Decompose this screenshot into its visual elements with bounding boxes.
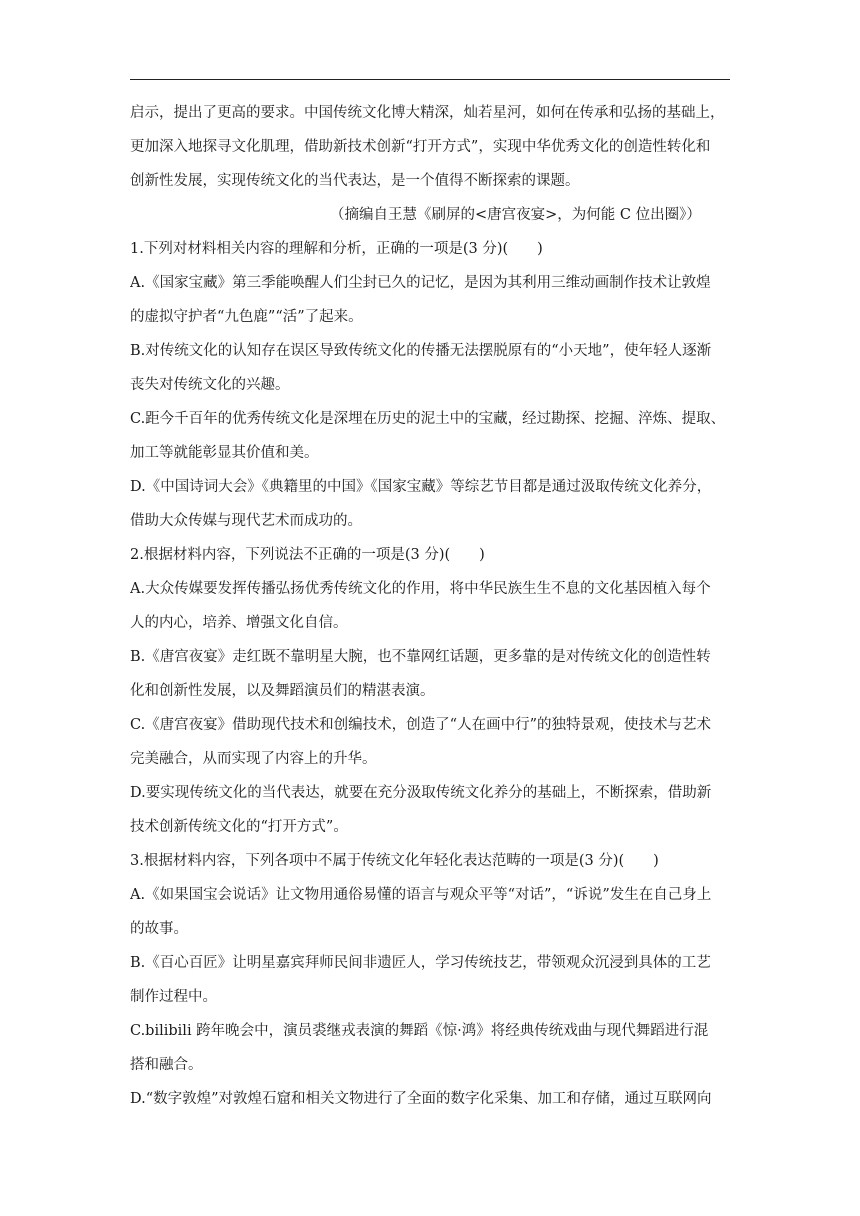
option-text: 的故事。 bbox=[130, 921, 188, 937]
header-rule bbox=[130, 79, 730, 80]
option-line bbox=[130, 1014, 730, 1048]
passage-text: 启示，提出了更高的要求。中国传统文化博大精深，灿若星河，如何在传承和弘扬的基础上， bbox=[130, 105, 725, 121]
option-text: 加工等就能彰显其价值和美。 bbox=[130, 445, 319, 461]
option-text: B.《唐宫夜宴》走红既不靠明星大腕，也不靠网红话题，更多靠的是对传统文化的创造性转 bbox=[130, 649, 711, 665]
question-stem: 1.下列对材料相关内容的理解和分析，正确的一项是(3 分)( ) bbox=[130, 241, 543, 257]
option-d bbox=[130, 776, 730, 844]
passage-line bbox=[130, 96, 730, 130]
option-line bbox=[130, 504, 730, 538]
option-line bbox=[130, 606, 730, 640]
option-text: 技术创新传统文化的“打开方式”。 bbox=[130, 819, 348, 835]
option-text: 的虚拟守护者“九色鹿”“活”了起来。 bbox=[130, 309, 363, 325]
option-b bbox=[130, 334, 730, 402]
option-a bbox=[130, 878, 730, 946]
option-line bbox=[130, 470, 730, 504]
option-line bbox=[130, 810, 730, 844]
option-line bbox=[130, 436, 730, 470]
option-line bbox=[130, 572, 730, 606]
option-line bbox=[130, 1082, 730, 1116]
option-a bbox=[130, 572, 730, 640]
option-text: 搭和融合。 bbox=[130, 1057, 203, 1073]
option-line bbox=[130, 742, 730, 776]
option-c bbox=[130, 402, 730, 470]
option-text: A.《如果国宝会说话》让文物用通俗易懂的语言与观众平等“对话”，“诉说”发生在自己身上 bbox=[130, 887, 712, 903]
option-d bbox=[130, 470, 730, 538]
option-line bbox=[130, 334, 730, 368]
option-text: B.对传统文化的认知存在误区导致传统文化的传播无法摆脱原有的“小天地”，使年轻人逐渐 bbox=[130, 343, 712, 359]
option-b bbox=[130, 640, 730, 708]
option-text: A.《国家宝藏》第三季能唤醒人们尘封已久的记忆，是因为其利用三维动画制作技术让敦煌 bbox=[130, 275, 711, 291]
option-text: B.《百心百匠》让明星嘉宾拜师民间非遗匠人，学习传统技艺，带领观众沉浸到具体的工艺 bbox=[130, 955, 711, 971]
option-b bbox=[130, 946, 730, 1014]
option-d bbox=[130, 1082, 730, 1116]
passage-text: 创新性发展，实现传统文化的当代表达，是一个值得不断探索的课题。 bbox=[130, 173, 580, 189]
option-line bbox=[130, 878, 730, 912]
question-stem: 2.根据材料内容，下列说法不正确的一项是(3 分)( ) bbox=[130, 547, 485, 563]
option-text: 人的内心，培养、增强文化自信。 bbox=[130, 615, 348, 631]
option-text: 化和创新性发展，以及舞蹈演员们的精湛表演。 bbox=[130, 683, 435, 699]
option-text: C.距今千百年的优秀传统文化是深埋在历史的泥土中的宝藏，经过勘探、挖掘、淬炼、提取、 bbox=[130, 411, 726, 427]
question-stem: 3.根据材料内容，下列各项中不属于传统文化年轻化表达范畴的一项是(3 分)( ) bbox=[130, 853, 659, 869]
question-1 bbox=[130, 232, 730, 538]
option-text: C.bilibili 跨年晚会中，演员裘继戎表演的舞蹈《惊·鸿》将经典传统戏曲与现代舞蹈进行混 bbox=[130, 1023, 709, 1039]
option-line bbox=[130, 776, 730, 810]
option-line bbox=[130, 402, 730, 436]
option-text: 借助大众传媒与现代艺术而成功的。 bbox=[130, 513, 362, 529]
option-text: 完美融合，从而实现了内容上的升华。 bbox=[130, 751, 377, 767]
option-text: A.大众传媒要发挥传播弘扬优秀传统文化的作用，将中华民族生生不息的文化基因植入每个 bbox=[130, 581, 711, 597]
option-c bbox=[130, 708, 730, 776]
option-c bbox=[130, 1014, 730, 1082]
option-line bbox=[130, 300, 730, 334]
option-text: D.《中国诗词大会》《典籍里的中国》《国家宝藏》等综艺节目都是通过汲取传统文化养分， bbox=[130, 479, 712, 495]
passage-source: （摘编自王慧《刷屏的<唐宫夜宴>，为何能 C 位出圈》） bbox=[330, 207, 701, 223]
option-a bbox=[130, 266, 730, 334]
option-line bbox=[130, 640, 730, 674]
option-line bbox=[130, 980, 730, 1014]
option-text: D.要实现传统文化的当代表达，就要在充分汲取传统文化养分的基础上，不断探索，借助新 bbox=[130, 785, 712, 801]
passage-line bbox=[130, 164, 730, 198]
passage-line bbox=[130, 130, 730, 164]
option-text: 制作过程中。 bbox=[130, 989, 217, 1005]
option-text: D.“数字敦煌”对敦煌石窟和相关文物进行了全面的数字化采集、加工和存储，通过互联网向 bbox=[130, 1091, 712, 1107]
option-line bbox=[130, 708, 730, 742]
passage-text: 更加深入地探寻文化肌理，借助新技术创新“打开方式”，实现中华优秀文化的创造性转化和 bbox=[130, 139, 711, 155]
option-line bbox=[130, 266, 730, 300]
passage bbox=[130, 96, 730, 232]
option-line bbox=[130, 946, 730, 980]
document-page bbox=[130, 96, 730, 1116]
question-3 bbox=[130, 844, 730, 1116]
option-line bbox=[130, 1048, 730, 1082]
question-2 bbox=[130, 538, 730, 844]
option-line bbox=[130, 674, 730, 708]
option-line bbox=[130, 912, 730, 946]
option-text: C.《唐宫夜宴》借助现代技术和创编技术，创造了“人在画中行”的独特景观，使技术与艺术 bbox=[130, 717, 712, 733]
option-text: 丧失对传统文化的兴趣。 bbox=[130, 377, 290, 393]
option-line bbox=[130, 368, 730, 402]
